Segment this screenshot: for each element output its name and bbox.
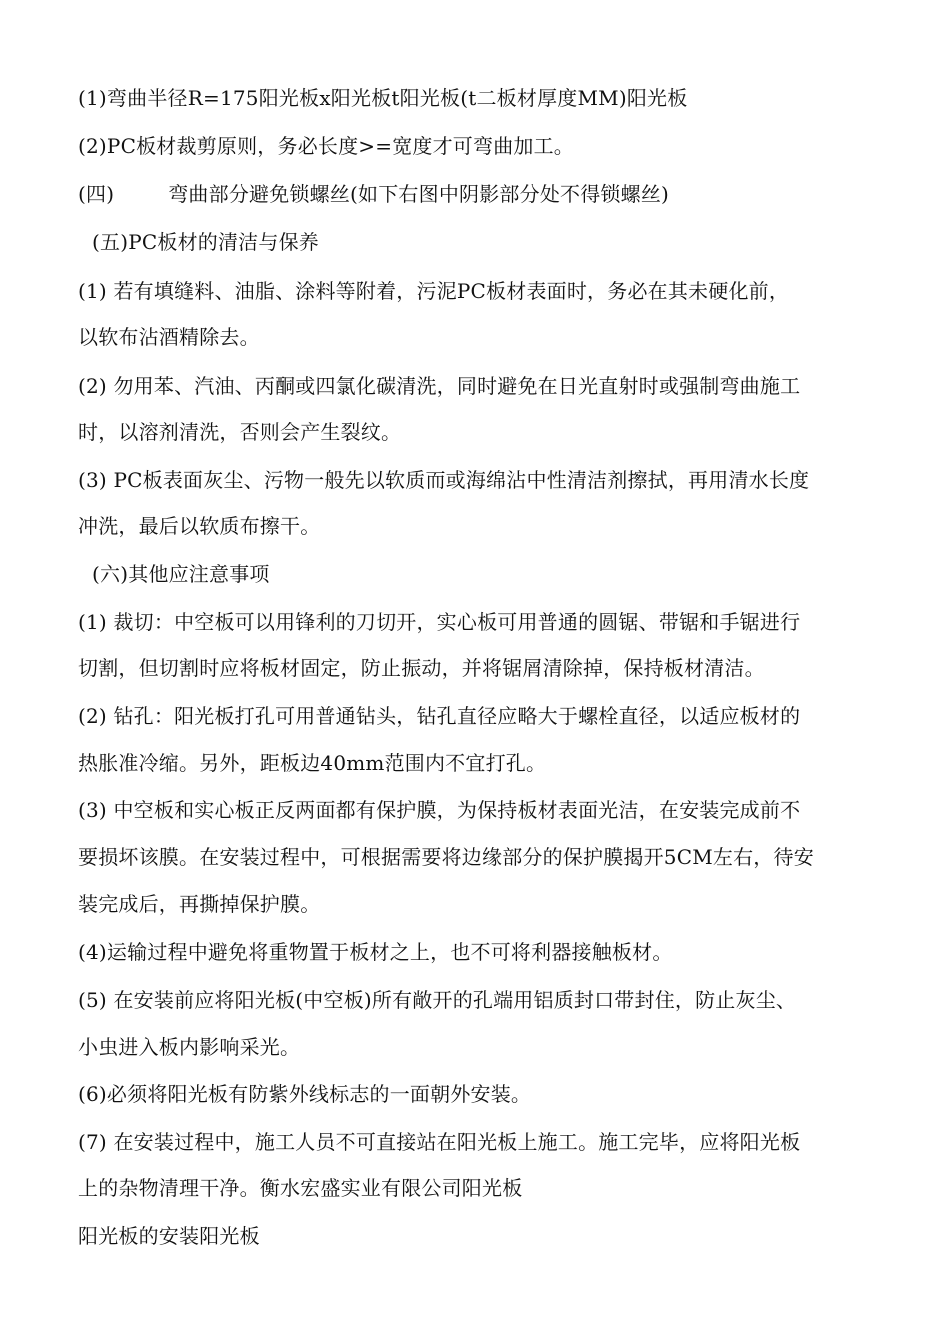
text-line: (3) PC板表面灰尘、污物一般先以软质而或海绵沾中性清洁剂擦拭，再用清水长度	[78, 468, 810, 492]
text-line: 要损坏该膜。在安装过程中，可根据需要将边缘部分的保护膜揭开5CM左右，待安	[78, 845, 814, 869]
text-line: 以软布沾酒精除去。	[78, 325, 260, 349]
text-line: 冲洗，最后以软质布擦干。	[78, 514, 321, 538]
text-line: (7) 在安装过程中，施工人员不可直接站在阳光板上施工。施工完毕，应将阳光板	[78, 1130, 801, 1154]
text-line: (5) 在安装前应将阳光板(中空板)所有敞开的孔端用铝质封口带封住，防止灰尘、	[78, 988, 797, 1012]
text-line: (2) 钻孔：阳光板打孔可用普通钻头，钻孔直径应略大于螺栓直径，以适应板材的	[78, 704, 801, 728]
text-line: 装完成后，再撕掉保护膜。	[78, 892, 321, 916]
text-line: 热胀准冷缩。另外，距板边40mm范围内不宜打孔。	[78, 751, 547, 775]
text-line: (1) 若有填缝料、油脂、涂料等附着，污泥PC板材表面时，务必在其未硬化前，	[78, 279, 790, 303]
section-heading-5: (五)PC板材的清洁与保养	[92, 230, 319, 254]
section-heading-6: (六)其他应注意事项	[92, 562, 270, 586]
text-line-cutting-principle: (2)PC板材裁剪原则，务必长度>=宽度才可弯曲加工。	[78, 134, 575, 158]
text-line-footer: 阳光板的安装阳光板	[78, 1224, 260, 1248]
text-line: (6)必须将阳光板有防紫外线标志的一面朝外安装。	[78, 1082, 532, 1106]
text-line: 小虫进入板内影响采光。	[78, 1035, 301, 1059]
section-heading-4	[78, 180, 669, 208]
text-line: 切割，但切割时应将板材固定，防止振动，并将锯屑清除掉，保持板材清洁。	[78, 656, 765, 680]
text-line: 上的杂物清理干净。衡水宏盛实业有限公司阳光板	[78, 1176, 523, 1200]
section-title: 弯曲部分避免锁螺丝(如下右图中阴影部分处不得锁螺丝)	[168, 182, 670, 206]
text-line: (4)运输过程中避免将重物置于板材之上，也不可将利器接触板材。	[78, 940, 673, 964]
text-line: (1) 裁切：中空板可以用锋利的刀切开，实心板可用普通的圆锯、带锯和手锯进行	[78, 610, 801, 634]
section-number: (四)	[78, 182, 115, 206]
text-line: 时，以溶剂清洗，否则会产生裂纹。	[78, 420, 402, 444]
text-line-bending-radius: (1)弯曲半径R=175阳光板x阳光板t阳光板(t二板材厚度MM)阳光板	[78, 86, 688, 110]
text-line: (2) 勿用苯、汽油、丙酮或四氯化碳清洗，同时避免在日光直射时或强制弯曲施工	[78, 374, 801, 398]
text-line: (3) 中空板和实心板正反两面都有保护膜，为保持板材表面光洁，在安装完成前不	[78, 798, 801, 822]
